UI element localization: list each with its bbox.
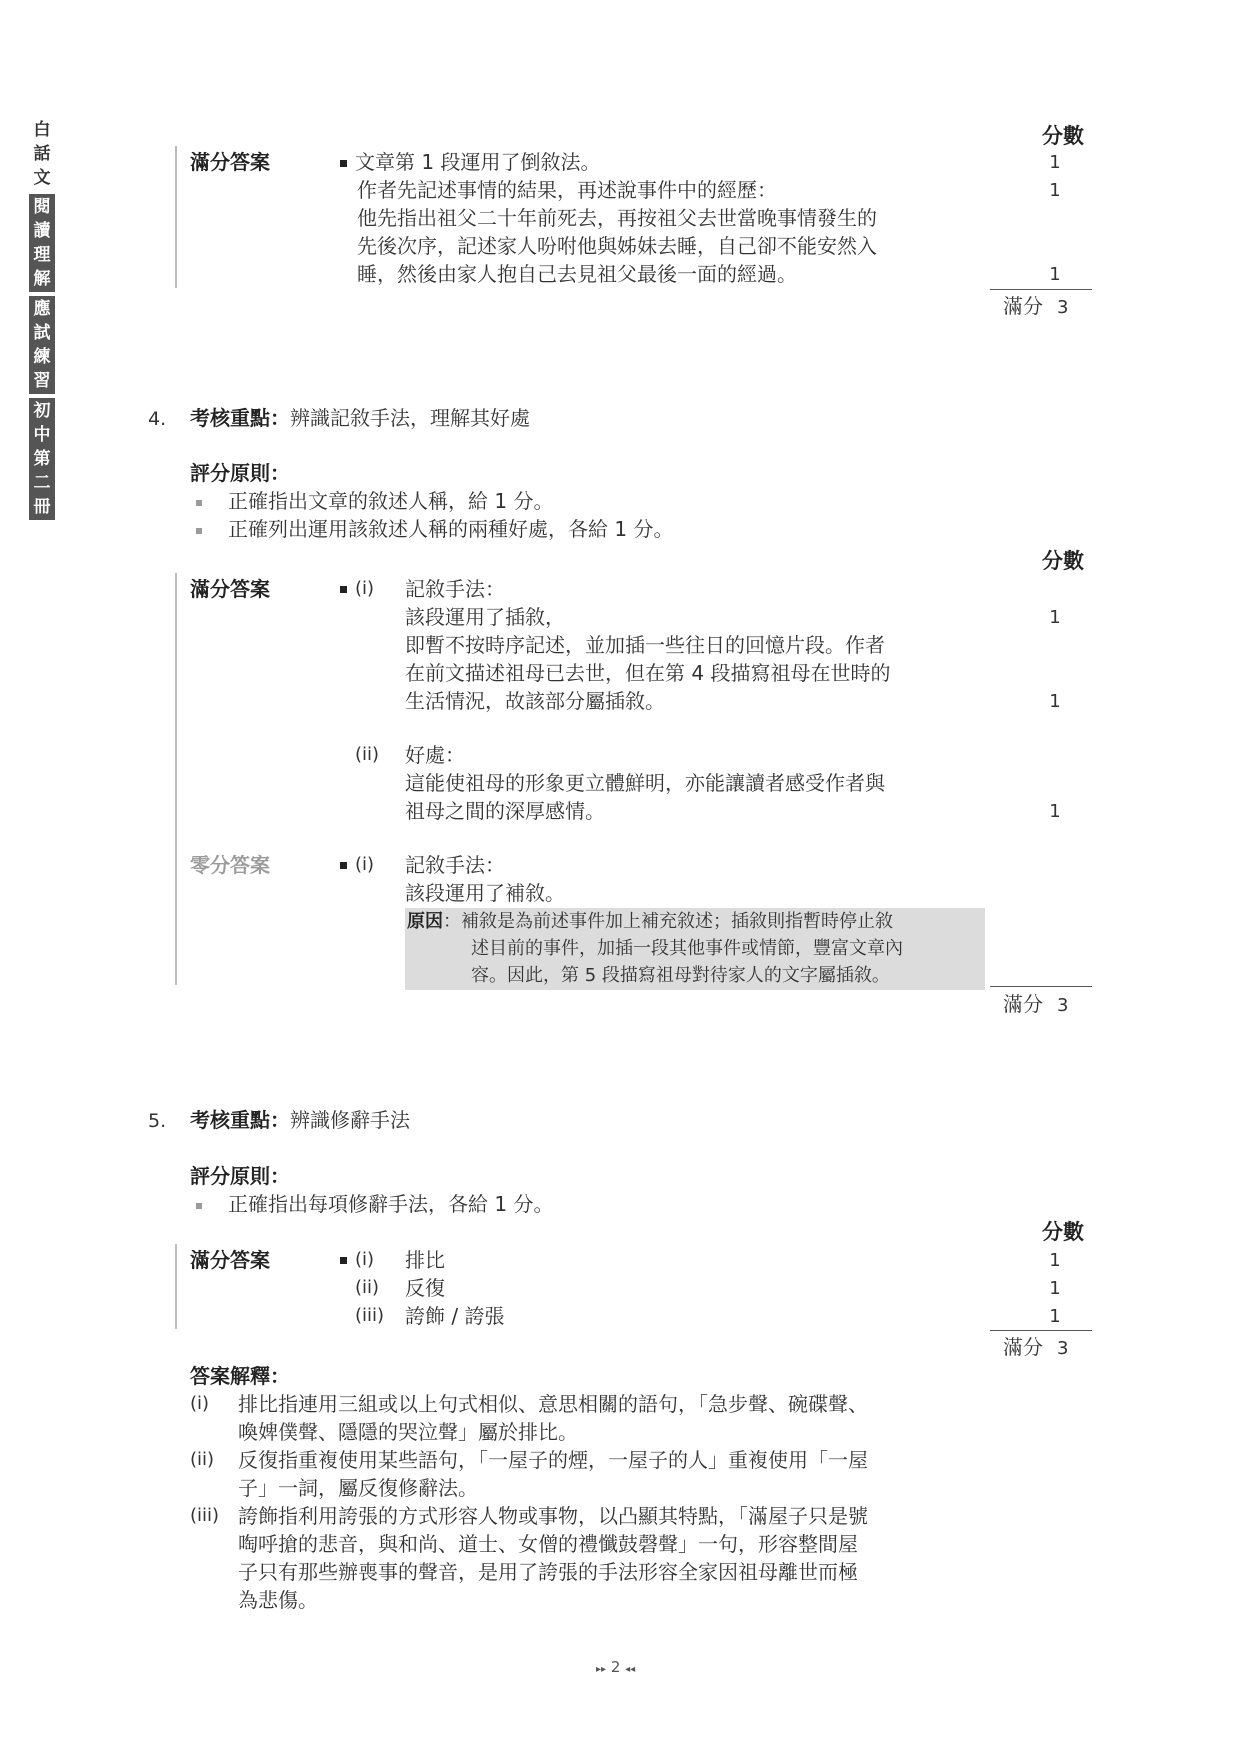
- sidebar-reading: 閱 讀 理 解: [29, 194, 55, 292]
- score-value: 1: [1049, 607, 1061, 628]
- explanation-label: 答案解釋：: [190, 1364, 290, 1388]
- score-header: 分數: [1042, 1220, 1084, 1244]
- explanation-line: 排比指連用三組或以上句式相似、意思相關的語句，「急步聲、碗碟聲、: [238, 1392, 868, 1416]
- explanation-line: 子只有那些辦喪事的聲音，是用了誇張的手法形容全家因祖母離世而極: [238, 1560, 858, 1584]
- answer-line: 排比: [405, 1248, 445, 1272]
- score-value: 1: [1049, 1250, 1061, 1271]
- answer-line: 祖母之間的深厚感情。: [405, 799, 605, 823]
- full-answer-label: 滿分答案: [190, 1248, 270, 1272]
- answer-bar: [175, 1244, 177, 1329]
- score-value: 1: [1049, 801, 1061, 822]
- answer-line: 文章第 1 段運用了倒敘法。: [340, 148, 600, 176]
- principle-item: 正確列出運用該敘述人稱的兩種好處，各給 1 分。: [196, 515, 673, 543]
- full-mark: 滿分 3: [1003, 992, 1069, 1016]
- sidebar-top: 白 話 文: [29, 118, 55, 190]
- answer-line: 這能使祖母的形象更立體鮮明，亦能讓讀者感受作者與: [405, 771, 885, 795]
- square-bullet-icon: [196, 500, 202, 506]
- answer-line: 他先指出祖父二十年前死去，再按祖父去世當晚事情發生的: [357, 206, 877, 230]
- answer-line: 生活情況，故該部分屬插敘。: [405, 689, 665, 713]
- page-arrow-left-icon: ◂◂: [625, 1664, 636, 1675]
- reason-line: 容。因此，第 5 段描寫祖母對待家人的文字屬插敘。: [471, 965, 890, 986]
- bullet-icon: [340, 160, 347, 167]
- answer-line: 記敘手法：: [405, 577, 505, 601]
- answer-line: 睡，然後由家人抱自己去見祖父最後一面的經過。: [357, 262, 797, 286]
- answer-line: 該段運用了插敘，: [405, 605, 565, 629]
- explanation-line: 子」一詞，屬反復修辭法。: [238, 1476, 478, 1500]
- bullet-icon: [340, 1257, 347, 1264]
- assessment-focus: 考核重點：辨識修辭手法: [190, 1108, 410, 1132]
- item-label: (i): [190, 1393, 210, 1414]
- explanation-line: 反復指重複使用某些語句，「一屋子的煙，一屋子的人」重複使用「一屋: [238, 1448, 868, 1472]
- reason-line: 述目前的事件，加插一段其他事件或情節，豐富文章內: [471, 938, 903, 959]
- answer-bar: [175, 573, 177, 985]
- full-mark: 滿分 3: [1003, 294, 1069, 318]
- item-label: (i): [340, 576, 374, 601]
- square-bullet-icon: [196, 528, 202, 534]
- scoring-principle-label: 評分原則：: [190, 461, 290, 485]
- score-value: 1: [1049, 152, 1061, 173]
- sidebar-book-title: [29, 118, 55, 520]
- explanation-line: 喚婢僕聲、隱隱的哭泣聲」屬於排比。: [238, 1420, 578, 1444]
- page-number: ▸▸ 2 ◂◂: [596, 1658, 636, 1676]
- question-number: 5.: [148, 1110, 167, 1132]
- answer-line: 該段運用了補敘。: [405, 881, 565, 905]
- score-header: 分數: [1042, 549, 1084, 573]
- scoring-principle-label: 評分原則：: [190, 1164, 290, 1188]
- item-label: (iii): [190, 1505, 220, 1526]
- score-value: 1: [1049, 1278, 1061, 1299]
- item-label: (iii): [355, 1305, 385, 1326]
- full-answer-label: 滿分答案: [190, 150, 270, 174]
- bullet-icon: [340, 586, 347, 593]
- full-mark: 滿分 3: [1003, 1335, 1069, 1359]
- reason-line: 原因：補敘是為前述事件加上補充敘述；插敘則指暫時停止敘: [407, 911, 893, 932]
- explanation-line: 為悲傷。: [238, 1588, 318, 1612]
- score-value: 1: [1049, 1306, 1061, 1327]
- answer-line: 即暫不按時序記述，並加插一些往日的回憶片段。作者: [405, 633, 885, 657]
- item-label: (ii): [355, 1277, 380, 1298]
- page-arrow-right-icon: ▸▸: [596, 1664, 607, 1675]
- full-answer-label: 滿分答案: [190, 577, 270, 601]
- principle-item: 正確指出文章的敘述人稱，給 1 分。: [196, 487, 553, 515]
- score-value: 1: [1049, 264, 1061, 285]
- item-label: (ii): [355, 744, 380, 765]
- item-label: (i): [340, 852, 374, 877]
- explanation-line: 誇飾指利用誇張的方式形容人物或事物，以凸顯其特點，「滿屋子只是號: [238, 1504, 868, 1528]
- sidebar-volume: 初 中 第 二 冊: [29, 398, 55, 520]
- principle-item: 正確指出每項修辭手法，各給 1 分。: [196, 1190, 553, 1218]
- assessment-focus: 考核重點：辨識記敘手法，理解其好處: [190, 406, 530, 430]
- answer-line: 反復: [405, 1276, 445, 1300]
- score-value: 1: [1049, 691, 1061, 712]
- square-bullet-icon: [196, 1203, 202, 1209]
- bullet-icon: [340, 862, 347, 869]
- score-header: 分數: [1042, 124, 1084, 148]
- zero-answer-label: 零分答案: [190, 853, 270, 877]
- answer-bar: [175, 146, 177, 288]
- question-number: 4.: [148, 408, 167, 430]
- item-label: (i): [340, 1247, 374, 1272]
- sidebar-practice: 應 試 練 習: [29, 296, 55, 394]
- answer-line: 好處：: [405, 743, 465, 767]
- answer-line: 先後次序，記述家人吩咐他與姊妹去睡，自己卻不能安然入: [357, 234, 877, 258]
- answer-line: 記敘手法：: [405, 853, 505, 877]
- answer-line: 誇飾 / 誇張: [405, 1304, 505, 1328]
- explanation-line: 啕呼搶的悲音，與和尚、道士、女僧的禮懺鼓磬聲」一句，形容整間屋: [238, 1532, 858, 1556]
- score-value: 1: [1049, 180, 1061, 201]
- total-rule: [990, 986, 1092, 987]
- item-label: (ii): [190, 1449, 215, 1470]
- answer-line: 在前文描述祖母已去世，但在第 4 段描寫祖母在世時的: [405, 661, 891, 685]
- answer-line: 作者先記述事情的結果，再述說事件中的經歷：: [357, 178, 777, 202]
